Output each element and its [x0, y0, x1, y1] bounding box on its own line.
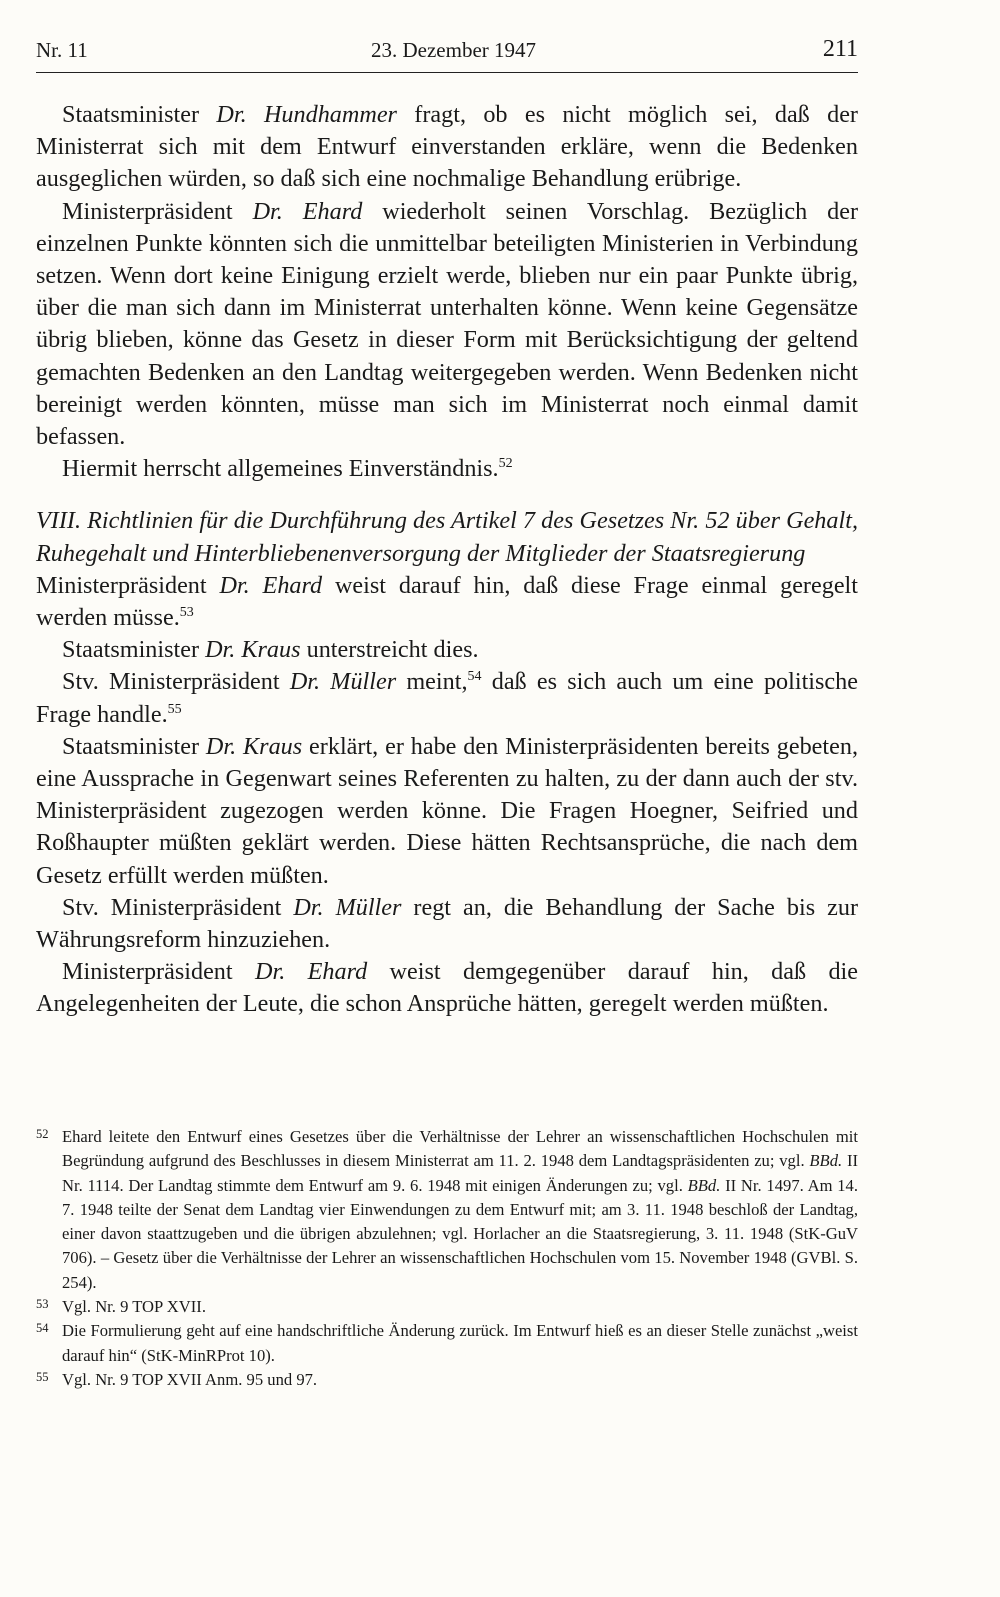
footnote-ref[interactable]: 55 — [167, 701, 182, 717]
footnote-53: 53 Vgl. Nr. 9 TOP XVII. — [36, 1295, 858, 1319]
issue-number: Nr. 11 — [36, 38, 88, 62]
paragraph-7: Staatsminister Dr. Kraus erklärt, er habe den Ministerpräsidenten bereits gebeten, eine Aussprache in Gegenwart seines Referenten zu halten, zu der dann auch der stv. Ministerpräsident zugezogen werden könne. Die Fragen Hoegner, Seifried und Roßhaupter müßten geklärt werden. Diese hätten Rechtsansprüche, die nach dem Gesetz erfüllt werden müßten. — [36, 732, 858, 889]
footnote-number: 54 — [36, 1321, 49, 1336]
paragraph-5: Staatsminister Dr. Kraus unterstreicht dies. — [62, 636, 479, 664]
footnote-number: 55 — [36, 1369, 49, 1384]
footnote-55: 55 Vgl. Nr. 9 TOP XVII Anm. 95 und 97. — [36, 1368, 858, 1392]
footnote-ref[interactable]: 54 — [467, 669, 482, 685]
section-title: VIII. Richtlinien für die Durchführung des Artikel 7 des Gesetzes Nr. 52 über Gehalt, Ruhegehalt und Hinterbliebenenversorgung der Mitglieder der Staatsregierung — [36, 507, 858, 567]
footnote-ref[interactable]: 53 — [179, 605, 194, 621]
main-text — [36, 99, 858, 1021]
speaker-name: Dr. Müller — [289, 668, 397, 696]
running-header — [36, 36, 858, 73]
footnote-54: 54 Die Formulierung geht auf eine handschriftliche Änderung zurück. Im Entwurf hieß es an dieser Stelle zunächst „weist darauf hin“ (StK-MinRProt 10). — [36, 1319, 858, 1368]
footnotes — [36, 1125, 858, 1392]
speaker-name: Dr. Ehard — [219, 571, 323, 599]
speaker-name: Dr. Ehard — [252, 197, 363, 225]
speaker-name: Dr. Hundhammer — [216, 101, 397, 128]
header-date: 23. Dezember 1947 — [371, 38, 537, 62]
footnote-52: 52 Ehard leitete den Entwurf eines Gesetzes über die Verhältnisse der Lehrer an wissenschaftlichen Hochschulen mit Begründung aufgrund des Beschlusses in diesem Ministerrat am 11. 2. 1948 dem Landtagspräsidenten zu; vgl. BBd. II Nr. 1114. Der Landtag stimmte dem Entwurf am 9. 6. 1948 mit einigen Änderungen zu; vgl. BBd. II Nr. 1497. Am 14. 7. 1948 teilte der Senat dem Landtag vier Einwendungen zu dem Entwurf mit; am 3. 11. 1948 beschloß der Landtag, einer davon staattzugeben und die übrigen abzulehnen; vgl. Horlacher an die Staatsregierung, 3. 11. 1948 (StK-GuV 706). – Gesetz über die Verhältnisse der Lehrer an wissenschaftlichen Hochschulen vom 15. November 1948 (GVBl. S. 254). — [36, 1125, 858, 1295]
page-number: 211 — [822, 36, 858, 62]
paragraph-6: Stv. Ministerpräsident Dr. Müller meint,$^{54}$ daß es sich auch um eine politische Frage handle.$^{55}$ — [36, 668, 859, 728]
footnote-number: 53 — [36, 1297, 49, 1312]
speaker-name: Dr. Kraus — [205, 636, 301, 664]
speaker-name: Dr. Ehard — [255, 958, 368, 986]
paragraph-9: Ministerpräsident Dr. Ehard weist demgegenüber darauf hin, daß die Angelegenheiten der Leute, die schon Ansprüche hätten, geregelt werden müßten. — [36, 958, 859, 1018]
paragraph-8: Stv. Ministerpräsident Dr. Müller regt an, die Behandlung der Sache bis zur Währungsreform hinzuziehen. — [36, 893, 858, 954]
page — [36, 36, 858, 1021]
speaker-name: Dr. Müller — [293, 893, 402, 921]
paragraph-1: Staatsminister Dr. Hundhammer fragt, ob es nicht möglich sei, daß der Ministerrat sich mit dem Entwurf einverstanden erkläre, wenn die Bedenken ausgeglichen würden, so daß sich eine nochmalige Behandlung erübrige. — [36, 101, 858, 193]
paragraph-3: Hiermit herrscht allgemeines Einverständnis.$^{52}$ — [62, 455, 513, 483]
footnote-number: 52 — [36, 1127, 49, 1141]
footnote-ref[interactable]: 52 — [498, 456, 513, 472]
speaker-name: Dr. Kraus — [205, 732, 303, 760]
paragraph-4: Ministerpräsident Dr. Ehard weist darauf hin, daß diese Frage einmal geregelt werden müsse.$^{53}$ — [36, 571, 858, 632]
paragraph-2: Ministerpräsident Dr. Ehard wiederholt seinen Vorschlag. Bezüglich der einzelnen Punkte könnten sich die unmittelbar beteiligten Ministerien in Verbindung setzen. Wenn dort keine Einigung erzielt werde, blieben nur ein paar Punkte übrig, über die man sich dann im Ministerrat unterhalten könne. Wenn keine Gegensätze übrig blieben, könne das Gesetz in dieser Form mit Berücksichtigung der geltend gemachten Bedenken an den Landtag weitergegeben werden. Wenn Bedenken nicht bereinigt werden könnten, müsse man sich im Ministerrat noch einmal damit befassen. — [36, 197, 859, 451]
